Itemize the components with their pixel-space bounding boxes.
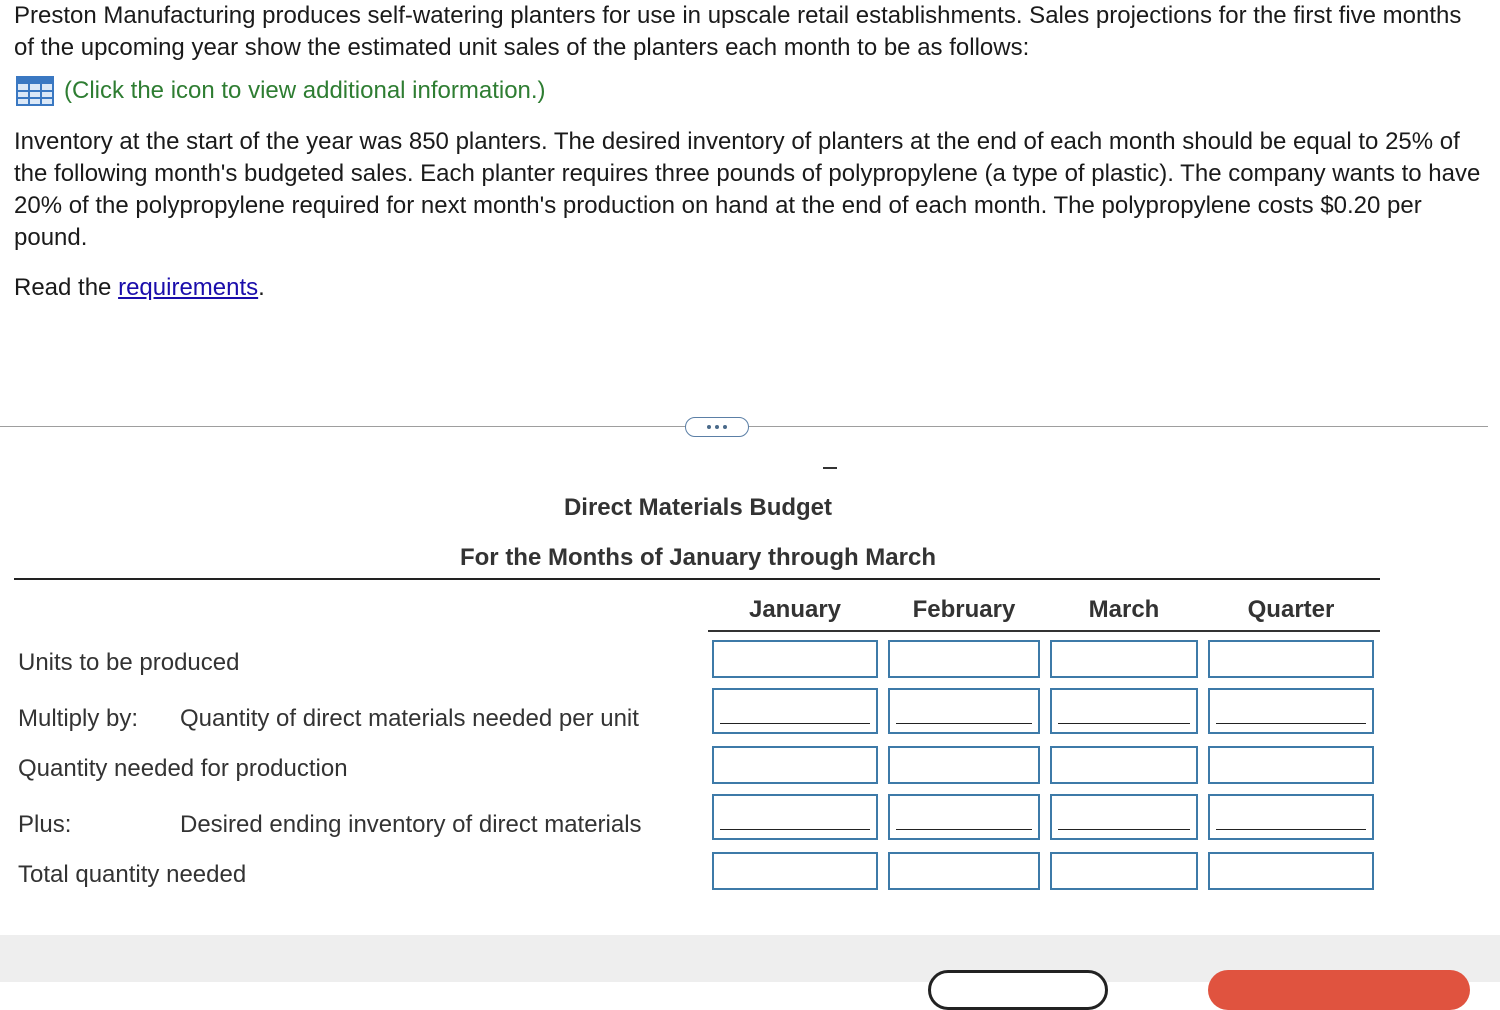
title-rule <box>14 578 1380 580</box>
input-cell-row4-january[interactable] <box>712 794 878 840</box>
column-header-quarter: Quarter <box>1247 596 1335 623</box>
input-field-row4-february[interactable] <box>890 796 1038 838</box>
read-suffix: . <box>258 274 265 301</box>
dot-icon <box>707 425 711 429</box>
input-cell-row2-quarter[interactable] <box>1208 688 1374 734</box>
input-field-row2-quarter[interactable] <box>1210 690 1372 732</box>
additional-info-link[interactable] <box>16 76 546 106</box>
input-cell-row3-quarter[interactable] <box>1208 746 1374 784</box>
input-cell-row5-january[interactable] <box>712 852 878 890</box>
input-field-row5-february[interactable] <box>890 854 1038 888</box>
input-cell-row1-january[interactable] <box>712 640 878 678</box>
input-cell-row1-february[interactable] <box>888 640 1040 678</box>
drag-marker <box>823 467 837 469</box>
input-field-row1-march[interactable] <box>1052 642 1196 676</box>
input-cell-row2-february[interactable] <box>888 688 1040 734</box>
input-cell-row4-march[interactable] <box>1050 794 1198 840</box>
input-cell-row5-february[interactable] <box>888 852 1040 890</box>
input-field-row1-february[interactable] <box>890 642 1038 676</box>
column-header-february: February <box>912 596 1016 623</box>
input-field-row2-january[interactable] <box>714 690 876 732</box>
row-label-total-quantity-needed: Total quantity needed <box>18 861 247 888</box>
column-header-march: March <box>1088 596 1160 623</box>
input-field-row3-quarter[interactable] <box>1210 748 1372 782</box>
input-field-row5-quarter[interactable] <box>1210 854 1372 888</box>
input-field-row1-quarter[interactable] <box>1210 642 1372 676</box>
secondary-action-button[interactable] <box>928 970 1108 1010</box>
expand-more-button[interactable] <box>685 417 749 437</box>
input-cell-row3-march[interactable] <box>1050 746 1198 784</box>
input-cell-row2-january[interactable] <box>712 688 878 734</box>
budget-subtitle: For the Months of January through March <box>459 544 936 571</box>
input-field-row4-quarter[interactable] <box>1210 796 1372 838</box>
input-field-row3-february[interactable] <box>890 748 1038 782</box>
input-cell-row5-march[interactable] <box>1050 852 1198 890</box>
problem-paragraph-2: Inventory at the start of the year was 850 planters. The desired inventory of planters at the end of each month should be equal to 25% of the following month's budgeted sales. Each planter requires three pounds of polypropylene (a type of plastic). The company wants to have 20% of the polypropylene required for next month's production on hand at the end of each month. The polypropylene costs $0.20 per pound. <box>14 128 1481 251</box>
header-rule <box>708 630 1380 632</box>
input-cell-row4-quarter[interactable] <box>1208 794 1374 840</box>
subtotal-underline <box>1216 829 1366 831</box>
subtotal-underline <box>720 829 870 831</box>
column-header-january: January <box>748 596 842 623</box>
row-label-plus: Plus: <box>18 811 72 838</box>
requirements-link[interactable]: requirements <box>118 274 259 301</box>
subtotal-underline <box>1216 723 1366 725</box>
budget-title: Direct Materials Budget <box>563 494 833 521</box>
input-cell-row1-march[interactable] <box>1050 640 1198 678</box>
subtotal-underline <box>1058 829 1190 831</box>
table-grid-icon[interactable] <box>16 76 54 106</box>
input-cell-row5-quarter[interactable] <box>1208 852 1374 890</box>
primary-action-button[interactable] <box>1208 970 1470 1010</box>
input-field-row5-january[interactable] <box>714 854 876 888</box>
subtotal-underline <box>896 829 1032 831</box>
read-prefix: Read the <box>14 274 119 301</box>
input-cell-row1-quarter[interactable] <box>1208 640 1374 678</box>
subtotal-underline <box>896 723 1032 725</box>
input-field-row2-march[interactable] <box>1052 690 1196 732</box>
input-cell-row2-march[interactable] <box>1050 688 1198 734</box>
read-requirements-line <box>14 272 265 304</box>
input-field-row5-march[interactable] <box>1052 854 1196 888</box>
input-field-row4-january[interactable] <box>714 796 876 838</box>
input-cell-row3-february[interactable] <box>888 746 1040 784</box>
input-cell-row3-january[interactable] <box>712 746 878 784</box>
input-field-row3-march[interactable] <box>1052 748 1196 782</box>
dot-icon <box>723 425 727 429</box>
problem-paragraph-1: Preston Manufacturing produces self-watering planters for use in upscale retail establishments. Sales projections for the first five months of the upcoming year show the estimated unit sales of the planters each month to be as follows: <box>14 2 1462 61</box>
row-label-units-produced: Units to be produced <box>18 649 240 676</box>
input-cell-row4-february[interactable] <box>888 794 1040 840</box>
input-field-row4-march[interactable] <box>1052 796 1196 838</box>
row-sublabel-desired-ending-inventory: Desired ending inventory of direct materials <box>180 811 642 838</box>
row-label-multiply-by: Multiply by: <box>18 705 139 732</box>
subtotal-underline <box>720 723 870 725</box>
row-label-qty-needed-production: Quantity needed for production <box>18 755 348 782</box>
subtotal-underline <box>1058 723 1190 725</box>
input-field-row3-january[interactable] <box>714 748 876 782</box>
dot-icon <box>715 425 719 429</box>
input-field-row2-february[interactable] <box>890 690 1038 732</box>
additional-info-text[interactable]: (Click the icon to view additional information.) <box>64 77 546 104</box>
row-sublabel-qty-per-unit: Quantity of direct materials needed per unit <box>180 705 639 732</box>
input-field-row1-january[interactable] <box>714 642 876 676</box>
